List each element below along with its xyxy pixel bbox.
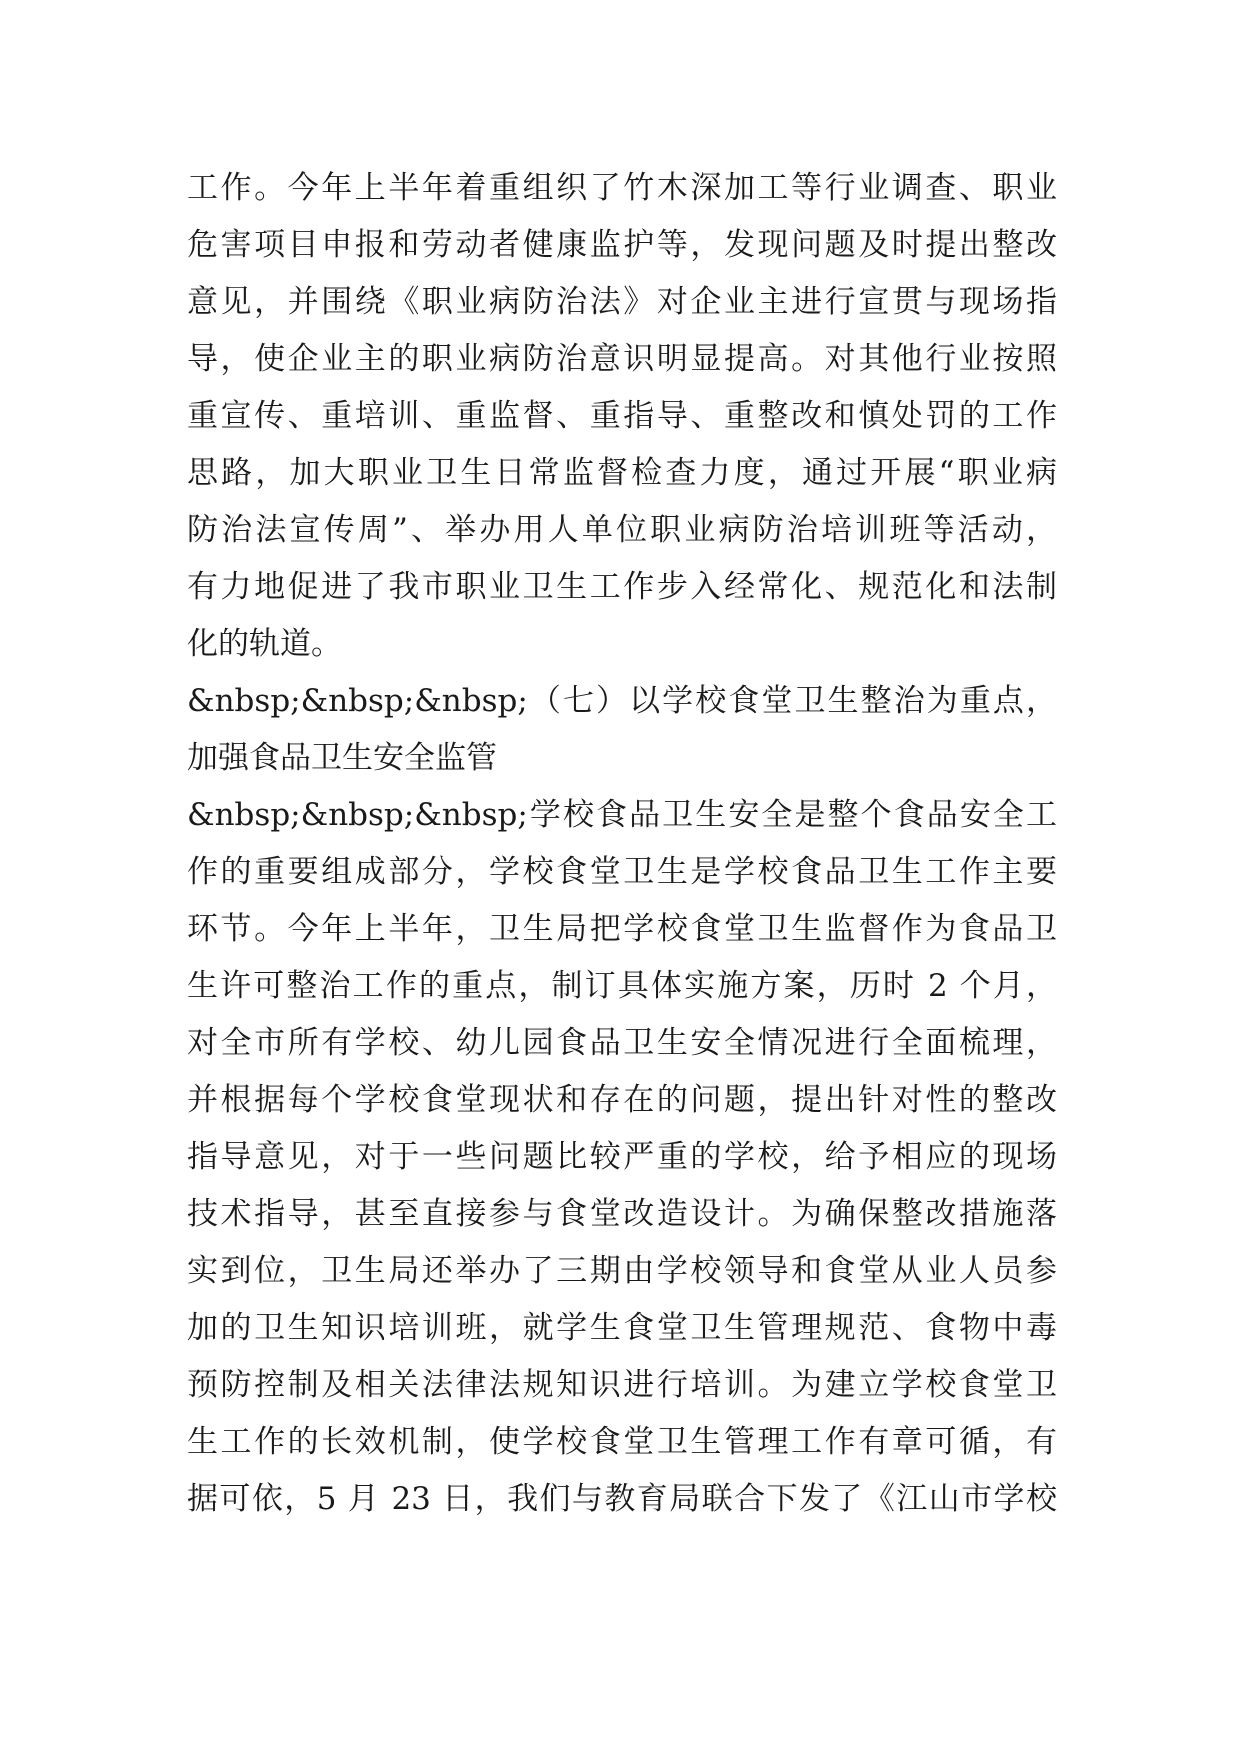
section-heading-line: 加强食品卫生安全监管 [187,740,497,776]
text-line: 加的卫生知识培训班，就学生食堂卫生管理规范、食物中毒 [187,1310,1057,1346]
text-line: 生工作的长效机制，使学校食堂卫生管理工作有章可循，有 [187,1424,1057,1460]
text-line: 意见，并围绕《职业病防治法》对企业主进行宣贯与现场指 [187,284,1057,320]
text-line: 指导意见，对于一些问题比较严重的学校，给予相应的现场 [187,1139,1057,1175]
text-line: 化的轨道。 [187,626,342,662]
text-line: 有力地促进了我市职业卫生工作步入经常化、规范化和法制 [187,569,1057,605]
text-line: 据可依，5 月 23 日，我们与教育局联合下发了《江山市学校 [187,1481,1057,1517]
text-line: 并根据每个学校食堂现状和存在的问题，提出针对性的整改 [187,1082,1057,1118]
text-line: 重宣传、重培训、重监督、重指导、重整改和慎处罚的工作 [187,398,1057,434]
text-line: 思路，加大职业卫生日常监督检查力度，通过开展“职业病 [187,455,1057,491]
text-line: 预防控制及相关法律法规知识进行培训。为建立学校食堂卫 [187,1367,1057,1403]
text-line: 危害项目申报和劳动者健康监护等，发现问题及时提出整改 [187,227,1057,263]
text-line: 导，使企业主的职业病防治意识明显提高。对其他行业按照 [187,341,1057,377]
text-line: 生许可整治工作的重点，制订具体实施方案，历时 2 个月， [187,968,1057,1004]
text-line: &nbsp;&nbsp;&nbsp;学校食品卫生安全是整个食品安全工 [187,797,1057,833]
text-line: 作的重要组成部分，学校食堂卫生是学校食品卫生工作主要 [187,854,1057,890]
section-heading-line: &nbsp;&nbsp;&nbsp;（七）以学校食堂卫生整治为重点， [187,683,1057,719]
text-line: 对全市所有学校、幼儿园食品卫生安全情况进行全面梳理， [187,1025,1057,1061]
text-line: 实到位，卫生局还举办了三期由学校领导和食堂从业人员参 [187,1253,1057,1289]
text-line: 技术指导，甚至直接参与食堂改造设计。为确保整改措施落 [187,1196,1057,1232]
document-body [187,160,1057,1528]
text-line: 防治法宣传周”、举办用人单位职业病防治培训班等活动， [187,512,1057,548]
text-line: 工作。今年上半年着重组织了竹木深加工等行业调查、职业 [187,170,1057,206]
text-line: 环节。今年上半年，卫生局把学校食堂卫生监督作为食品卫 [187,911,1057,947]
